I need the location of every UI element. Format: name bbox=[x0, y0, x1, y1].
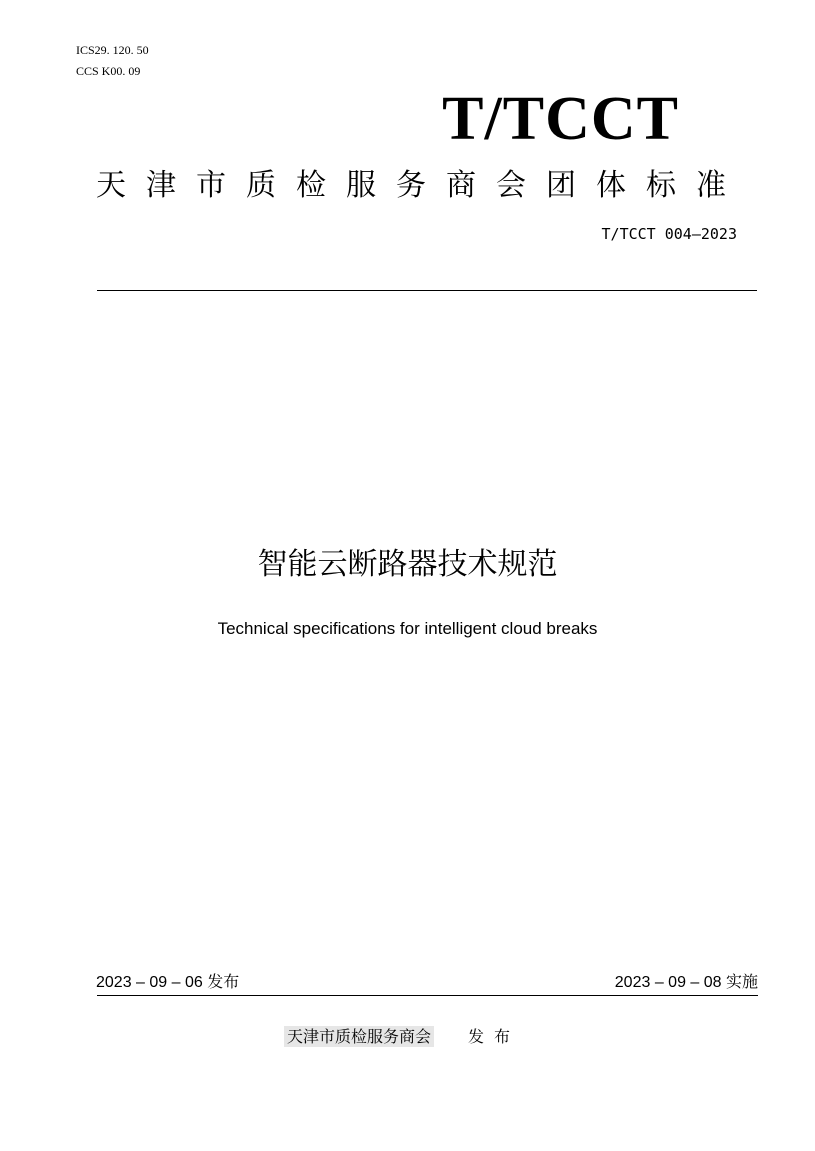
publish-date: 2023 – 09 – 06 发布 bbox=[96, 974, 240, 991]
issuer-action: 发布 bbox=[468, 1027, 521, 1046]
organization-title: 天津市质检服务商会团体标准 bbox=[96, 168, 746, 203]
issuer-line bbox=[284, 1025, 520, 1049]
standard-number: T/TCCT 004—2023 bbox=[601, 225, 737, 243]
standard-logo: T/TCCT bbox=[442, 85, 679, 153]
top-divider bbox=[97, 290, 757, 291]
document-title: 智能云断路器技术规范 bbox=[257, 547, 558, 582]
ccs-code: CCS K00. 09 bbox=[76, 64, 141, 78]
document-subtitle: Technical specifications for intelligent cloud breaks bbox=[217, 619, 598, 638]
implement-date: 2023 – 09 – 08 实施 bbox=[614, 974, 758, 991]
issuer-name: 天津市质检服务商会 bbox=[284, 1026, 434, 1047]
ics-code: ICS29. 120. 50 bbox=[76, 43, 149, 57]
bottom-divider bbox=[97, 995, 758, 996]
